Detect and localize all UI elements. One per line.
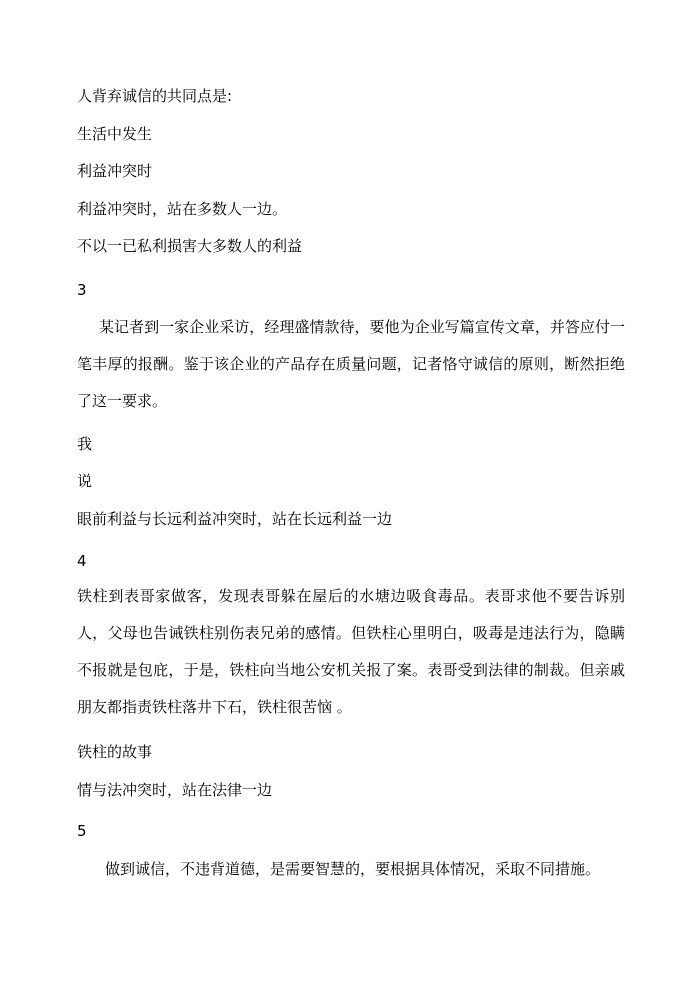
section2-heading: 人背弃诚信的共同点是: <box>77 87 233 105</box>
section4-title: 铁柱的故事 <box>77 743 153 761</box>
section3-conclusion: 眼前利益与长远利益冲突时，站在长远利益一边 <box>77 510 393 528</box>
section2-item-3: 利益冲突时，站在多数人一边。 <box>77 200 288 218</box>
section4-number: 4 <box>77 552 87 570</box>
section3-paragraph: 某记者到一家企业采访，经理盛情款待，要他为企业写篇宣传文章，并答应付一笔丰厚的报酬。鉴于该企业的产品存在质量问题，记者恪守诚信的原则，断然拒绝了这一要求。 <box>77 318 625 410</box>
section5-number: 5 <box>77 822 87 840</box>
section4-conclusion: 情与法冲突时，站在法律一边 <box>77 781 273 799</box>
section5-paragraph: 做到诚信，不违背道德，是需要智慧的，要根据具体情况，采取不同措施。 <box>105 860 601 878</box>
section2-item-4: 不以一已私利损害大多数人的利益 <box>77 237 303 255</box>
section3-number: 3 <box>77 281 87 299</box>
section2-item-2: 利益冲突时 <box>77 162 153 180</box>
section4-paragraph: 铁柱到表哥家做客，发现表哥躲在屋后的水塘边吸食毒品。表哥求他不要告诉别人，父母也告诫铁柱别伤表兄弟的感情。但铁柱心里明白，吸毒是违法行为，隐瞒不报就是包庇，于是，铁柱向当地公安机关报了案。表哥受到法律的制裁。但亲戚朋友都指责铁柱落井下石，铁柱很苦恼 。 <box>77 587 625 716</box>
section3-label-2: 说 <box>77 472 93 490</box>
section2-item-1: 生活中发生 <box>77 125 153 143</box>
section3-label-1: 我 <box>77 435 93 453</box>
